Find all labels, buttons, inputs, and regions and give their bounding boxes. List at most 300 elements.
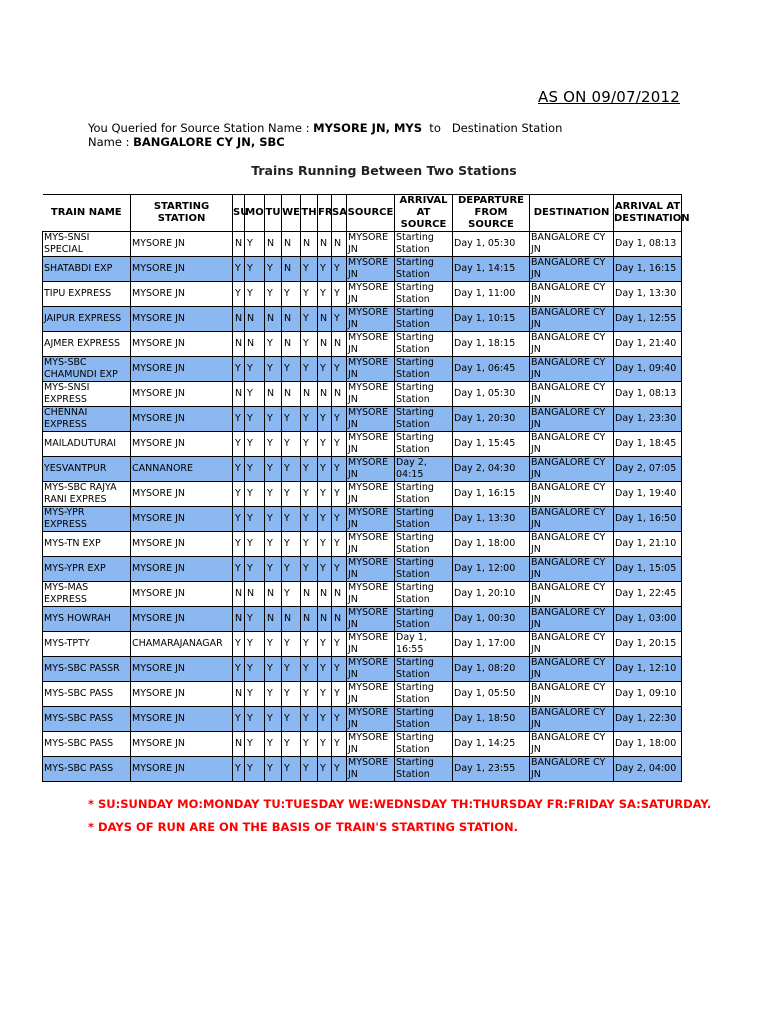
- col-mo: MO: [245, 195, 265, 232]
- cell-source: MYSORE JN: [347, 732, 395, 757]
- col-fr: FR: [318, 195, 332, 232]
- cell-day-mo: Y: [245, 707, 265, 732]
- cell-departure-from-source: Day 1, 18:15: [453, 332, 530, 357]
- cell-source: MYSORE JN: [347, 332, 395, 357]
- cell-source: MYSORE JN: [347, 357, 395, 382]
- cell-day-su: N: [233, 607, 245, 632]
- cell-departure-from-source: Day 1, 17:00: [453, 632, 530, 657]
- cell-day-sa: Y: [332, 682, 347, 707]
- cell-day-tu: Y: [265, 332, 282, 357]
- cell-day-th: N: [301, 232, 318, 257]
- cell-arrival-at-destination: Day 1, 22:30: [614, 707, 682, 732]
- query-summary: [88, 121, 562, 149]
- cell-source: MYSORE JN: [347, 257, 395, 282]
- cell-departure-from-source: Day 1, 10:15: [453, 307, 530, 332]
- cell-day-fr: Y: [318, 482, 332, 507]
- cell-departure-from-source: Day 1, 16:15: [453, 482, 530, 507]
- col-we: WE: [282, 195, 301, 232]
- cell-day-fr: N: [318, 382, 332, 407]
- cell-day-fr: N: [318, 582, 332, 607]
- cell-arrival-at-destination: Day 2, 07:05: [614, 457, 682, 482]
- cell-destination: BANGALORE CY JN: [530, 257, 614, 282]
- cell-arrival-at-source: Day 2, 04:15: [395, 457, 453, 482]
- cell-day-sa: Y: [332, 357, 347, 382]
- cell-starting-station: MYSORE JN: [131, 532, 233, 557]
- cell-day-tu: N: [265, 382, 282, 407]
- cell-train-name: YESVANTPUR: [43, 457, 131, 482]
- cell-day-mo: Y: [245, 732, 265, 757]
- cell-train-name: MYS-YPR EXPRESS: [43, 507, 131, 532]
- cell-arrival-at-source: Starting Station: [395, 357, 453, 382]
- col-sa: SA: [332, 195, 347, 232]
- cell-starting-station: MYSORE JN: [131, 357, 233, 382]
- cell-day-tu: Y: [265, 357, 282, 382]
- cell-day-we: N: [282, 332, 301, 357]
- cell-day-sa: Y: [332, 482, 347, 507]
- cell-destination: BANGALORE CY JN: [530, 482, 614, 507]
- cell-day-su: Y: [233, 282, 245, 307]
- cell-day-su: N: [233, 732, 245, 757]
- cell-starting-station: MYSORE JN: [131, 432, 233, 457]
- note-day-legend: * SU:SUNDAY MO:MONDAY TU:TUESDAY WE:WEDNSDAY TH:THURSDAY FR:FRIDAY SA:SATURDAY.: [88, 797, 712, 811]
- cell-arrival-at-destination: Day 1, 08:13: [614, 382, 682, 407]
- cell-train-name: MYS-YPR EXP: [43, 557, 131, 582]
- cell-arrival-at-destination: Day 1, 12:55: [614, 307, 682, 332]
- cell-day-th: Y: [301, 482, 318, 507]
- cell-train-name: MYS-SBC PASS: [43, 757, 131, 782]
- cell-destination: BANGALORE CY JN: [530, 357, 614, 382]
- cell-departure-from-source: Day 1, 12:00: [453, 557, 530, 582]
- query-destination-station: BANGALORE CY JN, SBC: [133, 135, 285, 149]
- cell-day-tu: N: [265, 607, 282, 632]
- cell-day-we: Y: [282, 532, 301, 557]
- col-source: SOURCE: [347, 195, 395, 232]
- cell-day-th: Y: [301, 357, 318, 382]
- cell-day-tu: N: [265, 232, 282, 257]
- cell-arrival-at-destination: Day 1, 22:45: [614, 582, 682, 607]
- cell-arrival-at-source: Starting Station: [395, 257, 453, 282]
- cell-day-fr: Y: [318, 257, 332, 282]
- cell-source: MYSORE JN: [347, 682, 395, 707]
- cell-day-mo: Y: [245, 682, 265, 707]
- cell-destination: BANGALORE CY JN: [530, 682, 614, 707]
- cell-destination: BANGALORE CY JN: [530, 757, 614, 782]
- cell-day-mo: Y: [245, 557, 265, 582]
- col-su: SU: [233, 195, 245, 232]
- cell-day-we: N: [282, 307, 301, 332]
- cell-starting-station: MYSORE JN: [131, 257, 233, 282]
- cell-day-mo: Y: [245, 432, 265, 457]
- cell-destination: BANGALORE CY JN: [530, 632, 614, 657]
- cell-starting-station: MYSORE JN: [131, 482, 233, 507]
- cell-day-fr: Y: [318, 732, 332, 757]
- cell-day-th: Y: [301, 432, 318, 457]
- cell-day-sa: Y: [332, 557, 347, 582]
- cell-destination: BANGALORE CY JN: [530, 332, 614, 357]
- cell-arrival-at-destination: Day 1, 21:40: [614, 332, 682, 357]
- cell-train-name: MAILADUTURAI: [43, 432, 131, 457]
- cell-arrival-at-destination: Day 1, 12:10: [614, 657, 682, 682]
- cell-day-mo: Y: [245, 232, 265, 257]
- cell-day-sa: N: [332, 582, 347, 607]
- cell-day-we: Y: [282, 557, 301, 582]
- col-starting-station: STARTING STATION: [131, 195, 233, 232]
- cell-day-fr: Y: [318, 357, 332, 382]
- cell-day-sa: Y: [332, 307, 347, 332]
- cell-day-th: N: [301, 582, 318, 607]
- cell-day-tu: N: [265, 582, 282, 607]
- table-row: [43, 457, 682, 482]
- cell-arrival-at-source: Starting Station: [395, 232, 453, 257]
- cell-destination: BANGALORE CY JN: [530, 582, 614, 607]
- table-row: [43, 282, 682, 307]
- cell-arrival-at-destination: Day 1, 15:05: [614, 557, 682, 582]
- query-name-label: Name :: [88, 135, 134, 149]
- cell-day-tu: Y: [265, 557, 282, 582]
- cell-day-th: Y: [301, 682, 318, 707]
- table-row: [43, 757, 682, 782]
- cell-day-sa: Y: [332, 632, 347, 657]
- cell-day-sa: N: [332, 232, 347, 257]
- col-tu: TU: [265, 195, 282, 232]
- table-row: [43, 582, 682, 607]
- cell-starting-station: MYSORE JN: [131, 407, 233, 432]
- cell-train-name: JAIPUR EXPRESS: [43, 307, 131, 332]
- cell-day-th: Y: [301, 732, 318, 757]
- col-departure-from-source: DEPARTURE FROM SOURCE: [453, 195, 530, 232]
- cell-day-th: Y: [301, 332, 318, 357]
- cell-day-sa: Y: [332, 507, 347, 532]
- cell-day-we: N: [282, 382, 301, 407]
- table-row: [43, 632, 682, 657]
- table-header-row: [43, 195, 682, 232]
- cell-day-mo: Y: [245, 657, 265, 682]
- cell-day-sa: N: [332, 332, 347, 357]
- cell-source: MYSORE JN: [347, 582, 395, 607]
- col-destination: DESTINATION: [530, 195, 614, 232]
- cell-arrival-at-source: Starting Station: [395, 482, 453, 507]
- table-row: [43, 482, 682, 507]
- cell-day-mo: Y: [245, 482, 265, 507]
- table-row: [43, 507, 682, 532]
- cell-day-we: Y: [282, 507, 301, 532]
- cell-departure-from-source: Day 1, 11:00: [453, 282, 530, 307]
- table-row: [43, 532, 682, 557]
- cell-day-su: Y: [233, 357, 245, 382]
- cell-day-sa: Y: [332, 532, 347, 557]
- cell-day-su: Y: [233, 257, 245, 282]
- cell-destination: BANGALORE CY JN: [530, 282, 614, 307]
- table-row: [43, 607, 682, 632]
- cell-starting-station: MYSORE JN: [131, 507, 233, 532]
- col-train-name: TRAIN NAME: [43, 195, 131, 232]
- cell-arrival-at-destination: Day 1, 13:30: [614, 282, 682, 307]
- cell-arrival-at-source: Starting Station: [395, 432, 453, 457]
- cell-day-we: Y: [282, 632, 301, 657]
- cell-departure-from-source: Day 1, 06:45: [453, 357, 530, 382]
- cell-day-tu: N: [265, 307, 282, 332]
- cell-day-mo: Y: [245, 632, 265, 657]
- cell-arrival-at-destination: Day 1, 18:45: [614, 432, 682, 457]
- cell-departure-from-source: Day 1, 14:25: [453, 732, 530, 757]
- table-row: [43, 657, 682, 682]
- cell-day-sa: Y: [332, 732, 347, 757]
- cell-day-sa: Y: [332, 707, 347, 732]
- cell-day-we: N: [282, 232, 301, 257]
- trains-table-body: [43, 232, 682, 782]
- cell-starting-station: MYSORE JN: [131, 382, 233, 407]
- cell-train-name: AJMER EXPRESS: [43, 332, 131, 357]
- cell-arrival-at-source: Starting Station: [395, 407, 453, 432]
- cell-source: MYSORE JN: [347, 607, 395, 632]
- query-to: to Destination Station: [422, 121, 563, 135]
- cell-arrival-at-source: Starting Station: [395, 332, 453, 357]
- cell-day-th: Y: [301, 632, 318, 657]
- cell-day-fr: Y: [318, 532, 332, 557]
- cell-destination: BANGALORE CY JN: [530, 457, 614, 482]
- cell-day-we: N: [282, 607, 301, 632]
- cell-day-mo: Y: [245, 357, 265, 382]
- cell-starting-station: MYSORE JN: [131, 307, 233, 332]
- cell-day-we: Y: [282, 482, 301, 507]
- cell-day-we: Y: [282, 682, 301, 707]
- cell-arrival-at-destination: Day 1, 08:13: [614, 232, 682, 257]
- cell-day-su: Y: [233, 432, 245, 457]
- cell-day-tu: Y: [265, 432, 282, 457]
- cell-source: MYSORE JN: [347, 657, 395, 682]
- cell-source: MYSORE JN: [347, 757, 395, 782]
- cell-day-th: N: [301, 382, 318, 407]
- cell-arrival-at-destination: Day 1, 16:15: [614, 257, 682, 282]
- cell-day-we: Y: [282, 582, 301, 607]
- cell-arrival-at-source: Starting Station: [395, 657, 453, 682]
- cell-day-mo: Y: [245, 407, 265, 432]
- cell-starting-station: MYSORE JN: [131, 332, 233, 357]
- cell-source: MYSORE JN: [347, 307, 395, 332]
- cell-destination: BANGALORE CY JN: [530, 307, 614, 332]
- cell-arrival-at-source: Starting Station: [395, 707, 453, 732]
- cell-source: MYSORE JN: [347, 407, 395, 432]
- cell-arrival-at-destination: Day 2, 04:00: [614, 757, 682, 782]
- cell-arrival-at-source: Starting Station: [395, 732, 453, 757]
- table-row: [43, 332, 682, 357]
- cell-day-mo: Y: [245, 532, 265, 557]
- cell-destination: BANGALORE CY JN: [530, 532, 614, 557]
- cell-arrival-at-source: Day 1, 16:55: [395, 632, 453, 657]
- cell-starting-station: MYSORE JN: [131, 282, 233, 307]
- cell-day-fr: Y: [318, 682, 332, 707]
- cell-arrival-at-source: Starting Station: [395, 382, 453, 407]
- cell-day-mo: Y: [245, 757, 265, 782]
- cell-day-fr: Y: [318, 282, 332, 307]
- cell-destination: BANGALORE CY JN: [530, 657, 614, 682]
- cell-departure-from-source: Day 1, 05:30: [453, 232, 530, 257]
- cell-day-mo: Y: [245, 457, 265, 482]
- cell-starting-station: MYSORE JN: [131, 607, 233, 632]
- cell-day-mo: Y: [245, 282, 265, 307]
- cell-train-name: MYS-SNSI EXPRESS: [43, 382, 131, 407]
- cell-train-name: MYS-SBC RAJYA RANI EXPRES: [43, 482, 131, 507]
- cell-day-sa: Y: [332, 432, 347, 457]
- cell-day-mo: Y: [245, 507, 265, 532]
- cell-destination: BANGALORE CY JN: [530, 407, 614, 432]
- cell-day-th: Y: [301, 657, 318, 682]
- as-on-date: AS ON 09/07/2012: [538, 88, 681, 106]
- cell-day-su: N: [233, 332, 245, 357]
- cell-day-fr: Y: [318, 432, 332, 457]
- cell-arrival-at-destination: Day 1, 09:10: [614, 682, 682, 707]
- cell-destination: BANGALORE CY JN: [530, 382, 614, 407]
- cell-day-su: Y: [233, 657, 245, 682]
- cell-starting-station: MYSORE JN: [131, 732, 233, 757]
- cell-day-su: N: [233, 382, 245, 407]
- cell-day-we: Y: [282, 357, 301, 382]
- cell-day-fr: Y: [318, 407, 332, 432]
- note-days-basis: * DAYS OF RUN ARE ON THE BASIS OF TRAIN'S STARTING STATION.: [88, 820, 519, 834]
- cell-arrival-at-source: Starting Station: [395, 607, 453, 632]
- cell-day-fr: N: [318, 607, 332, 632]
- cell-day-th: Y: [301, 557, 318, 582]
- cell-arrival-at-destination: Day 1, 09:40: [614, 357, 682, 382]
- cell-day-sa: Y: [332, 407, 347, 432]
- cell-day-th: Y: [301, 532, 318, 557]
- cell-day-fr: Y: [318, 657, 332, 682]
- cell-departure-from-source: Day 1, 18:50: [453, 707, 530, 732]
- cell-starting-station: CANNANORE: [131, 457, 233, 482]
- cell-train-name: MYS-SBC PASS: [43, 707, 131, 732]
- cell-day-th: N: [301, 607, 318, 632]
- cell-day-we: Y: [282, 432, 301, 457]
- cell-day-mo: N: [245, 332, 265, 357]
- cell-train-name: CHENNAI EXPRESS: [43, 407, 131, 432]
- table-row: [43, 432, 682, 457]
- cell-departure-from-source: Day 1, 00:30: [453, 607, 530, 632]
- cell-day-fr: Y: [318, 457, 332, 482]
- cell-departure-from-source: Day 1, 05:50: [453, 682, 530, 707]
- cell-destination: BANGALORE CY JN: [530, 707, 614, 732]
- cell-departure-from-source: Day 1, 18:00: [453, 532, 530, 557]
- cell-day-we: Y: [282, 282, 301, 307]
- cell-starting-station: CHAMARAJANAGAR: [131, 632, 233, 657]
- cell-arrival-at-source: Starting Station: [395, 757, 453, 782]
- cell-arrival-at-destination: Day 1, 19:40: [614, 482, 682, 507]
- cell-day-sa: Y: [332, 282, 347, 307]
- cell-destination: BANGALORE CY JN: [530, 732, 614, 757]
- cell-day-su: Y: [233, 532, 245, 557]
- cell-day-su: N: [233, 682, 245, 707]
- cell-departure-from-source: Day 1, 20:10: [453, 582, 530, 607]
- cell-day-sa: Y: [332, 457, 347, 482]
- cell-day-su: Y: [233, 457, 245, 482]
- cell-day-tu: Y: [265, 657, 282, 682]
- cell-day-we: N: [282, 257, 301, 282]
- table-row: [43, 257, 682, 282]
- cell-train-name: MYS-MAS EXPRESS: [43, 582, 131, 607]
- cell-day-su: Y: [233, 482, 245, 507]
- cell-day-th: Y: [301, 257, 318, 282]
- cell-departure-from-source: Day 1, 20:30: [453, 407, 530, 432]
- cell-departure-from-source: Day 1, 23:55: [453, 757, 530, 782]
- cell-departure-from-source: Day 2, 04:30: [453, 457, 530, 482]
- cell-day-su: Y: [233, 632, 245, 657]
- cell-day-su: N: [233, 582, 245, 607]
- cell-day-mo: N: [245, 582, 265, 607]
- cell-day-su: Y: [233, 757, 245, 782]
- cell-arrival-at-source: Starting Station: [395, 582, 453, 607]
- cell-arrival-at-source: Starting Station: [395, 507, 453, 532]
- trains-table: [42, 194, 690, 782]
- cell-day-tu: Y: [265, 457, 282, 482]
- cell-day-tu: Y: [265, 732, 282, 757]
- cell-day-fr: Y: [318, 557, 332, 582]
- cell-train-name: MYS-SNSI SPECIAL: [43, 232, 131, 257]
- cell-destination: BANGALORE CY JN: [530, 557, 614, 582]
- cell-arrival-at-source: Starting Station: [395, 282, 453, 307]
- cell-day-th: Y: [301, 757, 318, 782]
- cell-day-sa: Y: [332, 257, 347, 282]
- cell-day-th: Y: [301, 282, 318, 307]
- cell-starting-station: MYSORE JN: [131, 557, 233, 582]
- cell-starting-station: MYSORE JN: [131, 657, 233, 682]
- col-arrival-at-destination: ARRIVAL AT DESTINATION: [614, 195, 682, 232]
- cell-day-su: Y: [233, 707, 245, 732]
- cell-train-name: MYS-SBC PASSR: [43, 657, 131, 682]
- cell-arrival-at-source: Starting Station: [395, 557, 453, 582]
- cell-arrival-at-destination: Day 1, 16:50: [614, 507, 682, 532]
- cell-source: MYSORE JN: [347, 507, 395, 532]
- cell-day-we: Y: [282, 707, 301, 732]
- cell-source: MYSORE JN: [347, 482, 395, 507]
- cell-day-sa: Y: [332, 757, 347, 782]
- cell-day-fr: Y: [318, 507, 332, 532]
- cell-day-su: Y: [233, 407, 245, 432]
- cell-day-we: Y: [282, 732, 301, 757]
- cell-source: MYSORE JN: [347, 632, 395, 657]
- cell-source: MYSORE JN: [347, 232, 395, 257]
- cell-arrival-at-source: Starting Station: [395, 682, 453, 707]
- table-row: [43, 682, 682, 707]
- cell-departure-from-source: Day 1, 13:30: [453, 507, 530, 532]
- cell-day-th: Y: [301, 707, 318, 732]
- cell-day-we: Y: [282, 457, 301, 482]
- table-row: [43, 382, 682, 407]
- table-row: [43, 407, 682, 432]
- cell-day-fr: N: [318, 232, 332, 257]
- cell-source: MYSORE JN: [347, 557, 395, 582]
- cell-source: MYSORE JN: [347, 707, 395, 732]
- query-source-station: MYSORE JN, MYS: [313, 121, 422, 135]
- query-prefix: You Queried for Source Station Name :: [88, 121, 314, 135]
- table-row: [43, 232, 682, 257]
- cell-day-su: Y: [233, 507, 245, 532]
- cell-day-tu: Y: [265, 407, 282, 432]
- cell-day-th: Y: [301, 457, 318, 482]
- cell-day-sa: N: [332, 607, 347, 632]
- col-arrival-at-source: ARRIVAL AT SOURCE: [395, 195, 453, 232]
- cell-source: MYSORE JN: [347, 282, 395, 307]
- cell-source: MYSORE JN: [347, 432, 395, 457]
- cell-starting-station: MYSORE JN: [131, 757, 233, 782]
- cell-arrival-at-destination: Day 1, 03:00: [614, 607, 682, 632]
- cell-source: MYSORE JN: [347, 532, 395, 557]
- cell-day-mo: Y: [245, 607, 265, 632]
- cell-day-mo: Y: [245, 257, 265, 282]
- cell-day-tu: Y: [265, 257, 282, 282]
- cell-destination: BANGALORE CY JN: [530, 507, 614, 532]
- cell-train-name: SHATABDI EXP: [43, 257, 131, 282]
- cell-day-th: Y: [301, 307, 318, 332]
- cell-arrival-at-destination: Day 1, 20:15: [614, 632, 682, 657]
